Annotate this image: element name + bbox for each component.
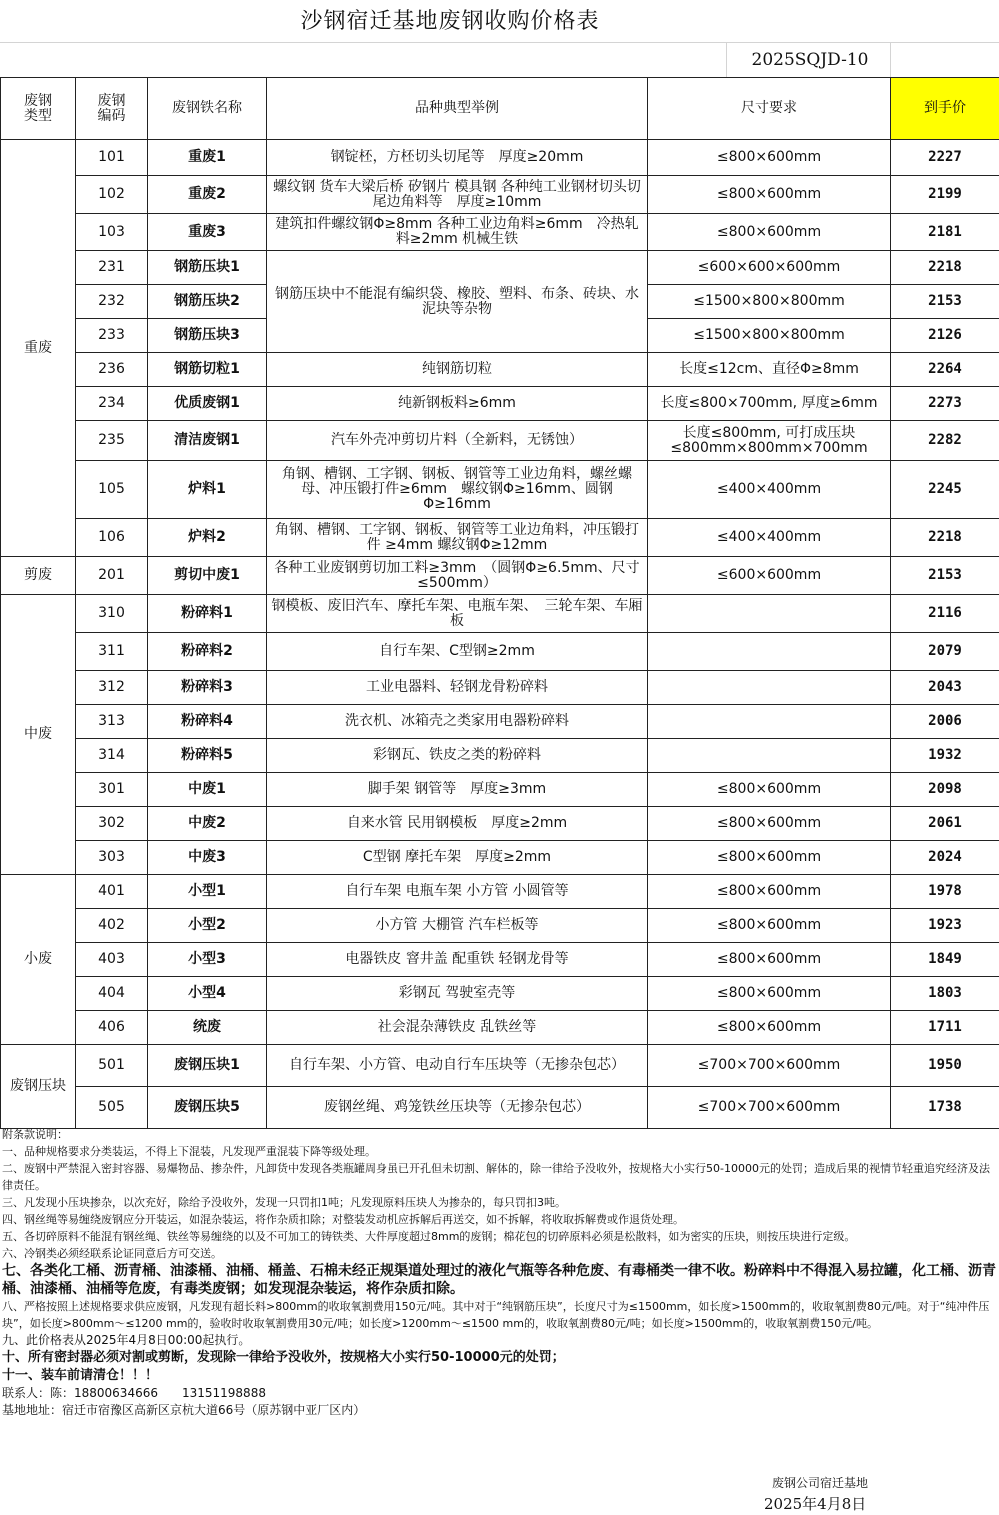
base-address: 基地地址：宿迁市宿豫区高新区京杭大道66号（原苏钢中亚厂区内）: [2, 1403, 366, 1417]
signature-date: 2025年4月8日: [764, 1495, 867, 1513]
row-code: 234: [76, 387, 148, 421]
page-title: 沙钢宿迁基地废钢收购价格表: [300, 9, 600, 34]
row-code: 403: [76, 943, 148, 977]
row-price: 1978: [891, 875, 999, 909]
row-name: 废钢压块1: [148, 1045, 267, 1087]
note-item: 七、各类化工桶、沥青桶、油漆桶、油桶、桶盖、石棉未经正规渠道处理过的液化气瓶等各种危废、有毒桶类一律不收。粉碎料中不得混入易拉罐，化工桶、沥青桶、油漆桶、油桶等危废，有毒类废钢；如发现混杂装运，将作杂质扣除。: [2, 1263, 996, 1297]
table-row: [1, 251, 999, 285]
row-code: 235: [76, 421, 148, 461]
header-code: 废钢 编码: [76, 78, 148, 140]
row-price: 2273: [891, 387, 999, 421]
row-price: 2116: [891, 595, 999, 633]
row-example: 钢筋压块中不能混有编织袋、橡胶、塑料、布条、砖块、水泥块等杂物: [267, 251, 648, 353]
row-code: 302: [76, 807, 148, 841]
row-price: 2098: [891, 773, 999, 807]
row-size: 长度≤12cm、直径Φ≥8mm: [648, 353, 891, 387]
row-code: 505: [76, 1087, 148, 1129]
row-price: 2024: [891, 841, 999, 875]
row-example: 纯钢筋切粒: [267, 353, 648, 387]
row-size: ≤800×600mm: [648, 1011, 891, 1045]
notes-heading: 附条款说明：: [2, 1128, 68, 1141]
table-row: [1, 943, 999, 977]
row-size: ≤600×600×600mm: [648, 251, 891, 285]
note-item: 五、各切碎原料不能混有钢丝绳、铁丝等易缠绕的以及不可加工的铸铁类、大件厚度超过8mm的废钢；棉花包的切碎原料必须是松散料，如为密实的压块，则按压块进行定级。: [2, 1230, 856, 1243]
row-example: 洗衣机、冰箱壳之类家用电器粉碎料: [267, 705, 648, 739]
note-item: 十、所有密封器必须对割或剪断，发现除一律给予没收外，按规格大小实行50-10000元的处罚；: [2, 1350, 565, 1365]
row-size: ≤800×600mm: [648, 773, 891, 807]
table-row: [1, 807, 999, 841]
row-code: 103: [76, 214, 148, 251]
row-example: 钢模板、废旧汽车、摩托车架、电瓶车架、 三轮车架、车厢板: [267, 595, 648, 633]
table-row: [1, 633, 999, 671]
row-price: 2061: [891, 807, 999, 841]
table-row: [1, 595, 999, 633]
row-name: 炉料1: [148, 461, 267, 519]
row-name: 小型2: [148, 909, 267, 943]
row-example: 自行车架 电瓶车架 小方管 小圆管等: [267, 875, 648, 909]
row-price: 1711: [891, 1011, 999, 1045]
row-price: 2218: [891, 519, 999, 557]
row-name: 重废2: [148, 176, 267, 214]
row-code: 313: [76, 705, 148, 739]
row-example: 电器铁皮 窨井盖 配重铁 轻钢龙骨等: [267, 943, 648, 977]
category-heavy: 重废: [1, 140, 76, 557]
row-code: 501: [76, 1045, 148, 1087]
contact-info: 联系人：陈：18800634666 13151198888: [2, 1386, 266, 1400]
row-code: 231: [76, 251, 148, 285]
row-code: 311: [76, 633, 148, 671]
row-code: 105: [76, 461, 148, 519]
row-name: 废钢压块5: [148, 1087, 267, 1129]
row-name: 剪切中废1: [148, 557, 267, 595]
row-code: 402: [76, 909, 148, 943]
signature-company: 废钢公司宿迁基地: [772, 1476, 869, 1490]
table-row: [1, 214, 999, 251]
row-size: ≤400×400mm: [648, 461, 891, 519]
row-size: [648, 595, 891, 633]
row-size: ≤800×600mm: [648, 807, 891, 841]
table-row: [1, 909, 999, 943]
table-row: [1, 1045, 999, 1087]
table-row: [1, 671, 999, 705]
table-header-row: [1, 78, 999, 140]
row-size: [648, 739, 891, 773]
gridline: [890, 42, 891, 77]
header-price: 到手价: [891, 78, 999, 140]
category-medium: 中废: [1, 595, 76, 875]
note-item: 一、品种规格要求分类装运，不得上下混装，凡发现严重混装下降等级处理。: [2, 1145, 376, 1158]
row-example: 彩钢瓦 驾驶室壳等: [267, 977, 648, 1011]
row-example: 钢锭柸，方柸切头切尾等 厚度≥20mm: [267, 140, 648, 176]
row-size: ≤800×600mm: [648, 875, 891, 909]
header-example: 品种典型举例: [267, 78, 648, 140]
table-row: [1, 1011, 999, 1045]
row-price: 2245: [891, 461, 999, 519]
row-size: 长度≤800×700mm, 厚度≥6mm: [648, 387, 891, 421]
row-size: ≤800×600mm: [648, 841, 891, 875]
row-example: 自行车架、小方管、电动自行车压块等（无掺杂包芯）: [267, 1045, 648, 1087]
row-name: 重废3: [148, 214, 267, 251]
row-name: 中废1: [148, 773, 267, 807]
table-row: [1, 140, 999, 176]
row-code: 301: [76, 773, 148, 807]
row-example: 彩钢瓦、铁皮之类的粉碎料: [267, 739, 648, 773]
row-price: 2282: [891, 421, 999, 461]
row-example: 各种工业废钢剪切加工料≥3mm （圆钢Φ≥6.5mm、尺寸≤500mm）: [267, 557, 648, 595]
table-row: [1, 875, 999, 909]
row-example: 废钢丝绳、鸡笼铁丝压块等（无掺杂包芯）: [267, 1087, 648, 1129]
row-name: 清洁废钢1: [148, 421, 267, 461]
row-example: 汽车外壳冲剪切片料（全新料，无锈蚀）: [267, 421, 648, 461]
category-small: 小废: [1, 875, 76, 1045]
row-code: 236: [76, 353, 148, 387]
row-size: ≤800×600mm: [648, 943, 891, 977]
row-code: 406: [76, 1011, 148, 1045]
document-code: 2025SQJD-10: [751, 50, 869, 70]
table-row: [1, 977, 999, 1011]
row-size: [648, 671, 891, 705]
table-row: [1, 176, 999, 214]
row-name: 重废1: [148, 140, 267, 176]
row-name: 粉碎料1: [148, 595, 267, 633]
row-code: 106: [76, 519, 148, 557]
note-item: 九、此价格表从2025年4月8日00:00起执行。: [2, 1333, 251, 1347]
note-item: 十一、装车前请清仓！！！: [2, 1368, 159, 1383]
row-code: 401: [76, 875, 148, 909]
row-size: ≤800×600mm: [648, 977, 891, 1011]
row-price: 1738: [891, 1087, 999, 1129]
row-price: 1803: [891, 977, 999, 1011]
row-code: 404: [76, 977, 148, 1011]
note-item: 四、钢丝绳等易缠绕废钢应分开装运，如混杂装运，将作杂质扣除；对整装发动机应拆解后再送交，如不拆解，将收取拆解费或作退货处理。: [2, 1213, 684, 1226]
row-name: 优质废钢1: [148, 387, 267, 421]
row-example: 脚手架 钢管等 厚度≥3mm: [267, 773, 648, 807]
row-size: ≤800×600mm: [648, 140, 891, 176]
row-size: ≤800×600mm: [648, 176, 891, 214]
row-code: 303: [76, 841, 148, 875]
table-row: [1, 557, 999, 595]
row-price: 2043: [891, 671, 999, 705]
row-example: 自来水管 民用钢模板 厚度≥2mm: [267, 807, 648, 841]
header-type: 废钢 类型: [1, 78, 76, 140]
row-price: 1849: [891, 943, 999, 977]
row-example: 社会混杂薄铁皮 乱铁丝等: [267, 1011, 648, 1045]
row-code: 232: [76, 285, 148, 319]
row-size: ≤1500×800×800mm: [648, 285, 891, 319]
row-name: 钢筋切粒1: [148, 353, 267, 387]
row-price: 2199: [891, 176, 999, 214]
row-name: 钢筋压块3: [148, 319, 267, 353]
gridline: [726, 42, 727, 77]
table-row: [1, 705, 999, 739]
row-example: 小方管 大棚管 汽车栏板等: [267, 909, 648, 943]
note-item: 二、废钢中严禁混入密封容器、易爆物品、掺杂件，凡卸货中发现各类瓶罐周身虽已开孔但未切割、解体的，除一律给予没收外，按规格大小实行50-10000元的处罚；造成后果的视情节轻重追究经济及法律责任。: [2, 1162, 990, 1192]
row-name: 钢筋压块1: [148, 251, 267, 285]
row-name: 粉碎料4: [148, 705, 267, 739]
row-code: 201: [76, 557, 148, 595]
row-price: 2218: [891, 251, 999, 285]
table-row: [1, 353, 999, 387]
row-code: 102: [76, 176, 148, 214]
row-price: 2227: [891, 140, 999, 176]
row-size: ≤800×600mm: [648, 214, 891, 251]
row-size: ≤400×400mm: [648, 519, 891, 557]
row-price: 1932: [891, 739, 999, 773]
row-price: 2264: [891, 353, 999, 387]
row-price: 2181: [891, 214, 999, 251]
row-name: 小型1: [148, 875, 267, 909]
table-row: [1, 461, 999, 519]
row-name: 统废: [148, 1011, 267, 1045]
row-size: ≤800×600mm: [648, 909, 891, 943]
row-example: 工业电器料、轻钢龙骨粉碎料: [267, 671, 648, 705]
row-price: 2079: [891, 633, 999, 671]
row-price: 2153: [891, 557, 999, 595]
row-size: ≤700×700×600mm: [648, 1045, 891, 1087]
row-name: 小型4: [148, 977, 267, 1011]
row-size: [648, 705, 891, 739]
table-row: [1, 841, 999, 875]
row-price: 2126: [891, 319, 999, 353]
row-size: ≤700×700×600mm: [648, 1087, 891, 1129]
row-example: 纯新钢板料≥6mm: [267, 387, 648, 421]
table-row: [1, 773, 999, 807]
row-price: 1950: [891, 1045, 999, 1087]
row-name: 钢筋压块2: [148, 285, 267, 319]
row-size: ≤1500×800×800mm: [648, 319, 891, 353]
notes-section: [2, 1126, 997, 1419]
note-item: 八、严格按照上述规格要求供应废钢，凡发现有超长料>800mm的收取氧割费用150元/吨。其中对于“纯钢筋压块”，长度尺寸为≤1500mm，如长度>1500mm的，收取氧割费80元/吨。对于“纯冲件压块”，如长度>800mm～≤1200 mm的，验收时收取氧割费用30元/吨；如长度>1200mm～≤1500 mm的，收取氧割费80元/吨；如长度>1500mm的，收取氧割费150元/吨。: [2, 1300, 990, 1330]
row-name: 中废2: [148, 807, 267, 841]
table-row: [1, 739, 999, 773]
row-size: ≤600×600mm: [648, 557, 891, 595]
row-code: 233: [76, 319, 148, 353]
row-size: 长度≤800mm, 可打成压块≤800mm×800mm×700mm: [648, 421, 891, 461]
row-code: 310: [76, 595, 148, 633]
header-size: 尺寸要求: [648, 78, 891, 140]
row-example: C型钢 摩托车架 厚度≥2mm: [267, 841, 648, 875]
row-name: 炉料2: [148, 519, 267, 557]
row-name: 小型3: [148, 943, 267, 977]
header-name: 废钢铁名称: [148, 78, 267, 140]
row-example: 自行车架、C型钢≥2mm: [267, 633, 648, 671]
row-example: 角钢、槽钢、工字钢、钢板、钢管等工业边角料，螺丝螺母、冲压锻打件≥6mm 螺纹钢Φ≥16mm、圆钢Φ≥16mm: [267, 461, 648, 519]
note-item: 六、冷钢类必须经联系论证同意后方可交送。: [2, 1247, 222, 1260]
row-size: [648, 633, 891, 671]
row-price: 2006: [891, 705, 999, 739]
row-name: 中废3: [148, 841, 267, 875]
row-code: 101: [76, 140, 148, 176]
row-example: 螺纹钢 货车大梁后桥 矽钢片 模具钢 各种纯工业钢材切头切尾边角料等 厚度≥10mm: [267, 176, 648, 214]
gridline: [0, 42, 999, 43]
price-table: [0, 77, 999, 1129]
row-example: 角钢、槽钢、工字钢、钢板、钢管等工业边角料，冲压锻打件 ≥4mm 螺纹钢Φ≥12mm: [267, 519, 648, 557]
row-code: 314: [76, 739, 148, 773]
row-price: 1923: [891, 909, 999, 943]
row-price: 2153: [891, 285, 999, 319]
category-shear: 剪废: [1, 557, 76, 595]
row-name: 粉碎料5: [148, 739, 267, 773]
row-name: 粉碎料3: [148, 671, 267, 705]
table-row: [1, 1087, 999, 1129]
row-name: 粉碎料2: [148, 633, 267, 671]
table-row: [1, 519, 999, 557]
row-example: 建筑扣件螺纹钢Φ≥8mm 各种工业边角料≥6mm 冷热轧料≥2mm 机械生铁: [267, 214, 648, 251]
note-item: 三、凡发现小压块掺杂，以次充好，除给予没收外，发现一只罚扣1吨；凡发现原料压块人为掺杂的，每只罚扣3吨。: [2, 1196, 566, 1209]
table-row: [1, 421, 999, 461]
table-row: [1, 387, 999, 421]
category-block: 废钢压块: [1, 1045, 76, 1129]
row-code: 312: [76, 671, 148, 705]
